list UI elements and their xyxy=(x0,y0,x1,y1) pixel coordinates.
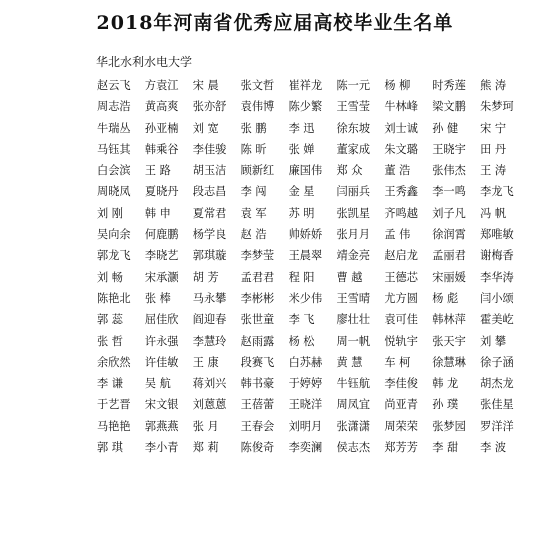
student-name: 王晨翠 xyxy=(288,249,323,263)
student-name: 王晓宇 xyxy=(432,142,466,156)
student-name: 阎迎春 xyxy=(192,313,227,327)
name-row xyxy=(97,309,537,330)
student-name: 刘 攀 xyxy=(480,334,507,348)
name-row xyxy=(97,245,537,266)
student-name: 郭燕燕 xyxy=(144,419,179,433)
school-heading: 华北水利水电大学 xyxy=(96,55,193,69)
student-name: 廖壮壮 xyxy=(336,313,371,327)
student-name: 韩书豪 xyxy=(240,377,275,391)
student-name: 张月月 xyxy=(336,228,371,242)
student-name: 王春会 xyxy=(240,419,275,433)
student-name: 熊 涛 xyxy=(480,79,507,92)
student-name: 宋丽媛 xyxy=(432,270,466,284)
name-row xyxy=(97,352,537,373)
student-name: 朱梦珂 xyxy=(480,100,514,114)
student-name: 陈俊奇 xyxy=(240,441,275,455)
student-name: 孟丽君 xyxy=(432,249,466,263)
student-name: 方袁江 xyxy=(144,79,179,92)
student-name: 李一鸣 xyxy=(432,185,466,199)
student-name: 孙 健 xyxy=(432,121,459,135)
student-name: 刘子凡 xyxy=(432,206,466,220)
document-title: 2018年河南省优秀应届高校毕业生名单 xyxy=(96,12,454,34)
student-name: 白会滨 xyxy=(97,164,131,178)
student-name: 陈 昕 xyxy=(240,142,267,156)
student-name: 宋 晨 xyxy=(192,79,219,92)
student-name: 梁文鹏 xyxy=(432,100,466,114)
student-name: 廉国伟 xyxy=(288,164,323,178)
student-name: 牛林峰 xyxy=(384,100,418,114)
name-row xyxy=(97,224,537,245)
name-row xyxy=(97,181,537,202)
student-name: 侯志杰 xyxy=(336,441,371,455)
student-name: 张世童 xyxy=(240,313,275,327)
student-name: 孙亚楠 xyxy=(144,121,179,135)
name-row xyxy=(97,331,537,352)
student-name: 王晓洋 xyxy=(288,398,323,412)
student-name: 袁可佳 xyxy=(384,313,418,327)
student-name: 段志昌 xyxy=(192,185,227,199)
name-row xyxy=(97,394,537,415)
student-name: 杨学良 xyxy=(192,228,227,242)
student-name: 李 谦 xyxy=(97,377,123,391)
student-name: 郑芳芳 xyxy=(384,441,418,455)
student-name: 张 月 xyxy=(192,419,219,433)
student-name: 李小青 xyxy=(144,441,179,455)
student-name: 李 甜 xyxy=(432,441,459,455)
student-name: 时秀莲 xyxy=(432,79,466,92)
student-name: 李 闯 xyxy=(240,185,267,199)
student-name: 张凯星 xyxy=(336,206,371,220)
student-name: 张 婵 xyxy=(288,142,315,156)
student-name: 吴向余 xyxy=(97,228,131,242)
student-name: 董 浩 xyxy=(384,164,411,178)
student-name: 余欣然 xyxy=(97,355,131,369)
student-name: 宋 宁 xyxy=(480,121,507,135)
student-name: 冯 帆 xyxy=(480,206,507,220)
student-name: 赵雨露 xyxy=(240,334,275,348)
student-name: 李梦莹 xyxy=(240,249,275,263)
student-name: 宋承灏 xyxy=(144,270,179,284)
student-name: 靖金亮 xyxy=(336,249,371,263)
student-name: 袁 军 xyxy=(240,206,267,220)
student-name: 白苏赫 xyxy=(288,355,323,369)
student-name: 张伟杰 xyxy=(432,164,466,178)
student-name: 马永攀 xyxy=(192,291,227,305)
student-name: 孟 伟 xyxy=(384,228,411,242)
student-name: 闫丽兵 xyxy=(336,185,371,199)
student-name: 李龙飞 xyxy=(480,185,514,199)
student-name: 徐子涵 xyxy=(480,355,514,369)
student-name: 尤方圆 xyxy=(384,291,418,305)
student-name: 车 柯 xyxy=(384,355,411,369)
student-name: 张梦园 xyxy=(432,419,466,433)
student-name: 李奕澜 xyxy=(288,441,323,455)
student-name: 周凤宜 xyxy=(336,398,371,412)
student-name: 杨 柳 xyxy=(384,79,411,92)
student-name: 悦轨宇 xyxy=(384,334,418,348)
student-name: 张亦舒 xyxy=(192,100,227,114)
student-name: 张 哲 xyxy=(97,334,123,348)
student-name: 周晓凤 xyxy=(97,185,131,199)
student-name: 王 涛 xyxy=(480,164,507,178)
student-name: 苏 明 xyxy=(288,206,315,220)
student-name: 帅娇娇 xyxy=(288,228,323,242)
student-name: 徐慧琳 xyxy=(432,355,466,369)
student-name: 夏常君 xyxy=(192,206,227,220)
student-name: 刘蒽蒽 xyxy=(192,398,227,412)
student-name: 胡杰龙 xyxy=(480,377,514,391)
student-name: 王 康 xyxy=(192,355,219,369)
student-name: 陈少繁 xyxy=(288,100,323,114)
name-row xyxy=(97,267,537,288)
student-name: 牛瑞丛 xyxy=(97,121,131,135)
student-name: 王德芯 xyxy=(384,270,418,284)
student-name: 屈佳欣 xyxy=(144,313,179,327)
student-name: 李佳俊 xyxy=(384,377,418,391)
student-name: 孙 璞 xyxy=(432,398,459,412)
student-name: 李晓艺 xyxy=(144,249,179,263)
student-name: 黄高爽 xyxy=(144,100,179,114)
student-name: 李 飞 xyxy=(288,313,315,327)
student-name: 李 迅 xyxy=(288,121,315,135)
student-name: 程 阳 xyxy=(288,270,315,284)
student-name: 蒋刘兴 xyxy=(192,377,227,391)
student-name: 李华涛 xyxy=(480,270,514,284)
student-name: 李慧玲 xyxy=(192,334,227,348)
student-name: 董家成 xyxy=(336,142,371,156)
student-name: 许永强 xyxy=(144,334,179,348)
student-name: 齐鸣越 xyxy=(384,206,418,220)
student-name: 郭 蕊 xyxy=(97,313,123,327)
student-name: 刘士诚 xyxy=(384,121,418,135)
student-name: 郭 琪 xyxy=(97,441,123,455)
student-name: 刘 刚 xyxy=(97,206,123,220)
student-name: 杨 松 xyxy=(288,334,315,348)
student-name: 马艳艳 xyxy=(97,419,131,433)
student-name: 王 路 xyxy=(144,164,171,178)
name-list xyxy=(97,75,537,458)
name-row xyxy=(97,437,537,458)
name-row xyxy=(97,288,537,309)
student-name: 李 波 xyxy=(480,441,507,455)
student-name: 胡玉洁 xyxy=(192,164,227,178)
student-name: 张 棒 xyxy=(144,291,171,305)
student-name: 王雪晴 xyxy=(336,291,371,305)
student-name: 徐东坡 xyxy=(336,121,371,135)
student-name: 谢梅香 xyxy=(480,249,514,263)
student-name: 黄 慧 xyxy=(336,355,363,369)
student-name: 韩乘谷 xyxy=(144,142,179,156)
student-name: 周志浩 xyxy=(97,100,131,114)
student-name: 宋文银 xyxy=(144,398,179,412)
student-name: 韩 申 xyxy=(144,206,171,220)
student-name: 段赛飞 xyxy=(240,355,275,369)
name-row xyxy=(97,416,537,437)
student-name: 张天宇 xyxy=(432,334,466,348)
name-row xyxy=(97,373,537,394)
student-name: 李佳骏 xyxy=(192,142,227,156)
student-name: 王雪莹 xyxy=(336,100,371,114)
student-name: 韩 龙 xyxy=(432,377,459,391)
name-row xyxy=(97,118,537,139)
student-name: 郭琪璇 xyxy=(192,249,227,263)
name-row xyxy=(97,96,537,117)
student-name: 胡 芳 xyxy=(192,270,219,284)
student-name: 郑唯敏 xyxy=(480,228,514,242)
student-name: 罗洋洋 xyxy=(480,419,514,433)
student-name: 刘 宽 xyxy=(192,121,219,135)
student-name: 赵云飞 xyxy=(97,79,131,92)
student-name: 田 丹 xyxy=(480,142,507,156)
student-name: 郭龙飞 xyxy=(97,249,131,263)
student-name: 张潇潇 xyxy=(336,419,371,433)
student-name: 杨 彪 xyxy=(432,291,459,305)
student-name: 张 鹏 xyxy=(240,121,267,135)
student-name: 王秀鑫 xyxy=(384,185,418,199)
student-name: 朱文璐 xyxy=(384,142,418,156)
student-name: 袁伟博 xyxy=(240,100,275,114)
name-row xyxy=(97,75,537,96)
student-name: 霍美屹 xyxy=(480,313,514,327)
student-name: 顾新红 xyxy=(240,164,275,178)
student-name: 张文哲 xyxy=(240,79,275,92)
student-name: 马钰其 xyxy=(97,142,131,156)
name-row xyxy=(97,139,537,160)
name-row xyxy=(97,203,537,224)
student-name: 周一帆 xyxy=(336,334,371,348)
student-name: 李彬彬 xyxy=(240,291,275,305)
student-name: 金 星 xyxy=(288,185,315,199)
student-name: 何鹿鹏 xyxy=(144,228,179,242)
student-name: 闫小颂 xyxy=(480,291,514,305)
student-name: 郑 莉 xyxy=(192,441,219,455)
name-row xyxy=(97,160,537,181)
student-name: 刘 畅 xyxy=(97,270,123,284)
student-name: 吴 航 xyxy=(144,377,171,391)
student-name: 夏晓丹 xyxy=(144,185,179,199)
student-name: 王蓓蕾 xyxy=(240,398,275,412)
student-name: 韩林萍 xyxy=(432,313,466,327)
student-name: 陈一元 xyxy=(336,79,371,92)
student-name: 于婷婷 xyxy=(288,377,323,391)
student-name: 周荣荣 xyxy=(384,419,418,433)
student-name: 陈艳北 xyxy=(97,291,131,305)
student-name: 徐润霄 xyxy=(432,228,466,242)
student-name: 刘明月 xyxy=(288,419,323,433)
student-name: 赵 浩 xyxy=(240,228,267,242)
student-name: 赵启龙 xyxy=(384,249,418,263)
student-name: 于艺晋 xyxy=(97,398,131,412)
student-name: 张佳星 xyxy=(480,398,514,412)
student-name: 郑 众 xyxy=(336,164,363,178)
student-name: 孟君君 xyxy=(240,270,275,284)
student-name: 曹 越 xyxy=(336,270,363,284)
student-name: 许佳敏 xyxy=(144,355,179,369)
student-name: 米少伟 xyxy=(288,291,323,305)
student-name: 尚亚青 xyxy=(384,398,418,412)
student-name: 牛钰航 xyxy=(336,377,371,391)
student-name: 崔祥龙 xyxy=(288,79,323,92)
